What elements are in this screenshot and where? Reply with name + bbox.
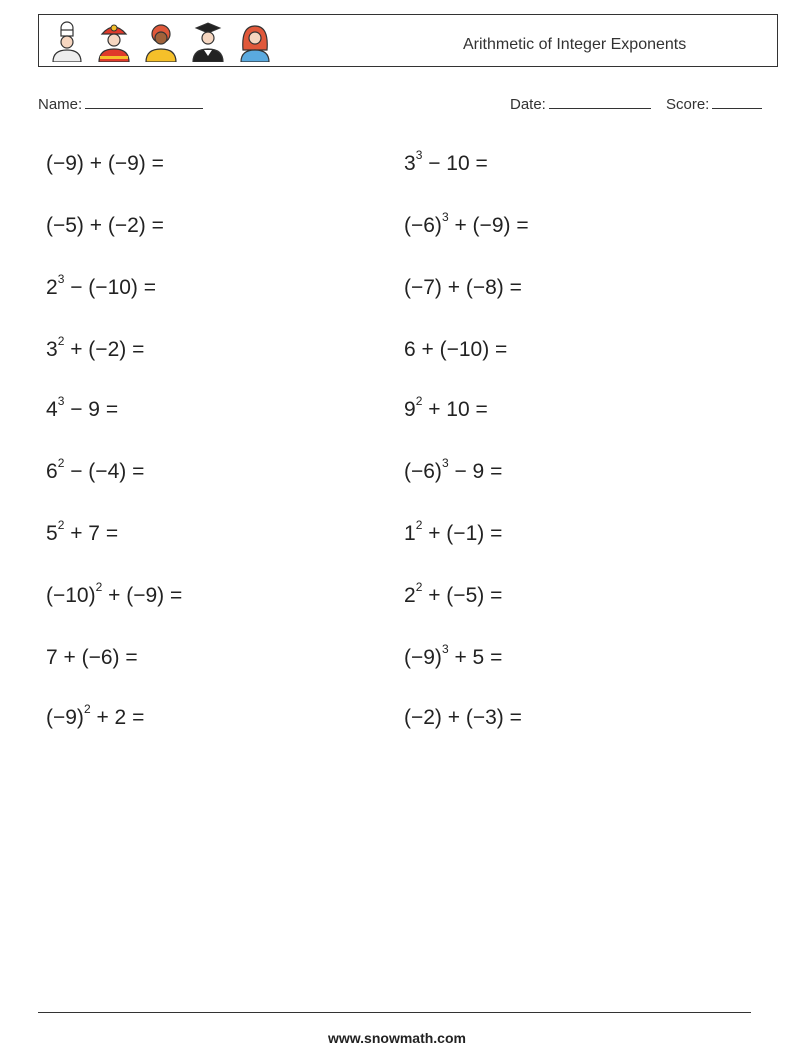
problem-left-6: $6^2 - (-4)$ = [46,456,145,483]
avatar-row [47,20,275,62]
problem-right-2: $(-6)^3 + (-9)$ = [404,210,529,237]
problem-left-3: $2^3 - (-10)$ = [46,272,157,299]
problem-left-10: $(-9)^2 + 2$ = [46,702,145,729]
date-label: Date: [510,96,546,113]
problem-left-8: $(-10)^2 + (-9)$ = [46,580,183,607]
footer-url[interactable]: www.snowmath.com [328,1030,466,1046]
date-field[interactable] [510,94,651,113]
problem-right-8: $2^2 + (-5)$ = [404,580,503,607]
date-blank[interactable] [549,94,651,109]
pilot-icon [235,20,275,62]
score-field[interactable] [666,94,762,113]
worksheet-title: Arithmetic of Integer Exponents [463,36,687,53]
problem-left-7: $5^2 + 7$ = [46,518,119,545]
score-label: Score: [666,96,710,113]
problem-right-7: $1^2 + (-1)$ = [404,518,503,545]
problem-left-9: 7 + (−6) = [46,646,138,669]
problem-left-2: (−5) + (−2) = [46,214,164,237]
worker-icon [141,20,181,62]
problem-right-5: $9^2 + 10$ = [404,394,488,421]
chef-icon [47,20,87,62]
name-label: Name: [38,96,83,113]
name-blank[interactable] [85,94,203,109]
problem-right-10: (−2) + (−3) = [404,706,522,729]
graduate-icon [188,20,228,62]
problem-left-4: $3^2 + (-2)$ = [46,334,145,361]
problem-left-1: (−9) + (−9) = [46,152,164,175]
footer-divider [38,1012,751,1013]
problem-right-6: $(-6)^3 - 9$ = [404,456,503,483]
name-field[interactable] [38,94,203,113]
problem-right-1: $3^3 - 10$ = [404,148,488,175]
problem-right-9: $(-9)^3 + 5$ = [404,642,503,669]
problem-right-3: (−7) + (−8) = [404,276,522,299]
worksheet-header [38,14,778,67]
problem-right-4: 6 + (−10) = [404,338,508,361]
firefighter-icon [94,20,134,62]
score-blank[interactable] [712,94,762,109]
problem-left-5: $4^3 - 9$ = [46,394,119,421]
